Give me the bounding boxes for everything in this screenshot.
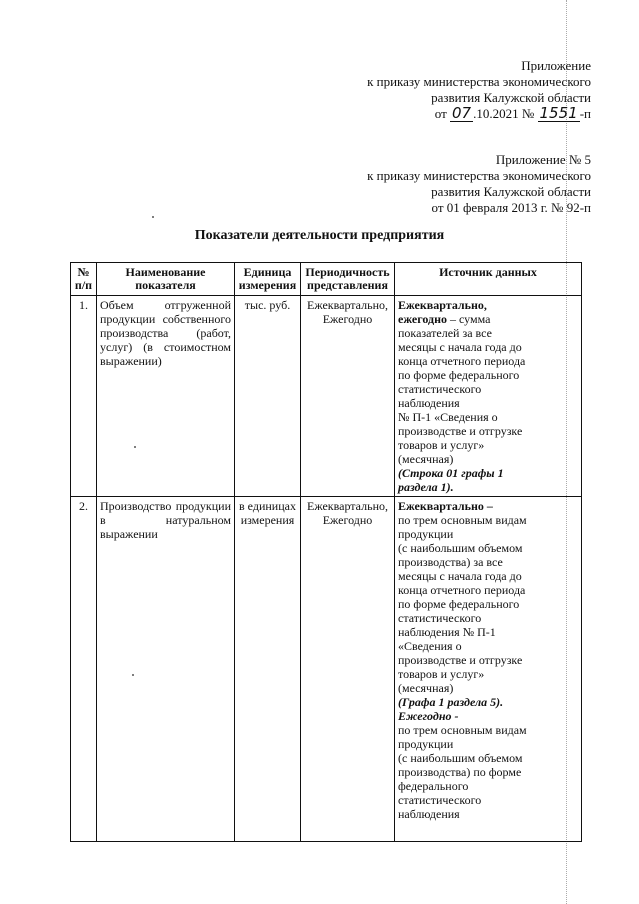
- source-line: по форме федерального: [398, 597, 520, 611]
- source-line: Ежеквартально,: [398, 298, 487, 312]
- header-num: № п/п: [71, 263, 97, 296]
- appendix5-header: [367, 152, 591, 216]
- appendix-label: Приложение: [521, 58, 591, 73]
- source-line: конца отчетного периода: [398, 583, 526, 597]
- source-line: (с наибольшим объемом: [398, 541, 523, 555]
- periodicity: Ежеквартально, Ежегодно: [301, 296, 395, 497]
- source-line: месяцы с начала года до: [398, 569, 522, 583]
- table-row: [71, 296, 582, 497]
- scan-speck: [134, 446, 136, 448]
- source-line: производстве и отгрузке: [398, 424, 523, 438]
- appendix5-region-line: развития Калужской области: [431, 184, 591, 199]
- source-line: (Строка 01 графы 1: [398, 466, 504, 480]
- scan-speck: [152, 216, 154, 218]
- appendix-region-line: развития Калужской области: [431, 90, 591, 105]
- source-line: месяцы с начала года до: [398, 340, 522, 354]
- date-prefix: от: [434, 106, 447, 121]
- source-line: наблюдения № П-1: [398, 625, 496, 639]
- source-line: товаров и услуг»: [398, 667, 485, 681]
- source-line: статистического: [398, 611, 482, 625]
- source-line: (Графа 1 раздела 5).: [398, 695, 504, 709]
- header-unit: Единица измерения: [235, 263, 301, 296]
- unit-of-measure: в единицах измерения: [235, 497, 301, 842]
- document-title: Показатели деятельности предприятия: [194, 228, 445, 243]
- source-line: наблюдения: [398, 807, 460, 821]
- source-line: продукции: [398, 527, 454, 541]
- source-line: (месячная): [398, 452, 454, 466]
- scan-speck: [132, 674, 134, 676]
- data-source: [395, 497, 582, 842]
- source-line: федерального: [398, 779, 469, 793]
- header-period: Периодичность представления: [301, 263, 395, 296]
- row-number: 2.: [71, 497, 97, 842]
- appendix-date-line: [367, 106, 591, 122]
- source-line: товаров и услуг»: [398, 438, 485, 452]
- order-suffix: -п: [579, 106, 591, 121]
- source-line: № П-1 «Сведения о: [398, 410, 498, 424]
- source-line: по форме федерального: [398, 368, 520, 382]
- row-number: 1.: [71, 296, 97, 497]
- handwritten-day: 07: [452, 104, 472, 122]
- appendix5-date-line: от 01 февраля 2013 г. № 92-п: [431, 200, 591, 215]
- table-row: [71, 497, 582, 842]
- appendix5-order-line: к приказу министерства экономического: [367, 168, 591, 183]
- source-line: производстве и отгрузке: [398, 653, 523, 667]
- source-line: раздела 1).: [398, 480, 454, 494]
- source-line: производства) по форме: [398, 765, 522, 779]
- handwritten-order-number: 1551: [539, 104, 578, 122]
- source-line: по трем основным видам: [398, 723, 527, 737]
- date-rest: .10.2021 №: [473, 106, 535, 121]
- unit-of-measure: тыс. руб.: [235, 296, 301, 497]
- appendix-order-line: к приказу министерства экономического: [367, 74, 591, 89]
- source-line: (месячная): [398, 681, 454, 695]
- header-name: Наименование показателя: [97, 263, 235, 296]
- source-line: статистического: [398, 382, 482, 396]
- data-source: [395, 296, 582, 497]
- source-line: по трем основным видам: [398, 513, 527, 527]
- source-line: ежегодно – сумма: [398, 312, 491, 326]
- source-line: продукции: [398, 737, 454, 751]
- source-line: конца отчетного периода: [398, 354, 526, 368]
- source-line: «Сведения о: [398, 639, 462, 653]
- source-line: статистического: [398, 793, 482, 807]
- source-line: Ежеквартально –: [398, 499, 493, 513]
- source-line: показателей за все: [398, 326, 492, 340]
- indicator-name: Объем отгруженной продукции собственного производства (работ, услуг) (в стоимостном выражении): [97, 296, 235, 497]
- periodicity: Ежеквартально, Ежегодно: [301, 497, 395, 842]
- source-line: производства) за все: [398, 555, 503, 569]
- source-line: (с наибольшим объемом: [398, 751, 523, 765]
- source-line: наблюдения: [398, 396, 460, 410]
- header-source: Источник данных: [395, 263, 582, 296]
- indicator-name: Производство продукции в натуральном выражении: [97, 497, 235, 842]
- appendix5-label: Приложение № 5: [495, 152, 591, 167]
- source-line: Ежегодно -: [398, 709, 459, 723]
- appendix-header: [367, 58, 591, 122]
- indicators-table: [70, 262, 582, 842]
- table-header-row: [71, 263, 582, 296]
